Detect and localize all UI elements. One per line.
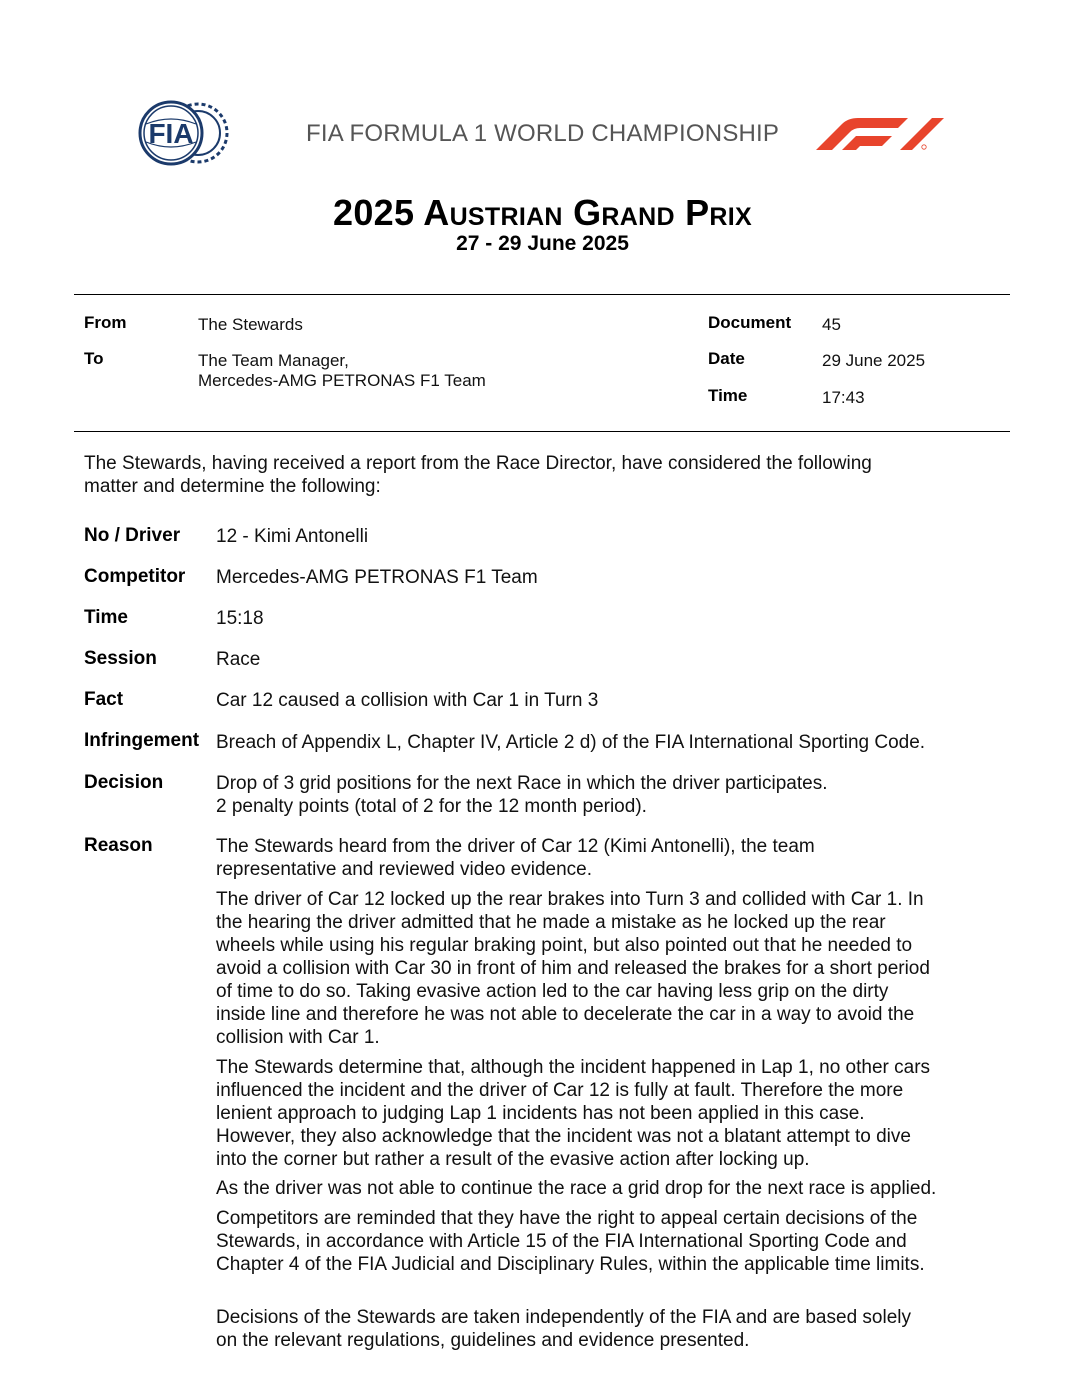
reason-line: lenient approach to judging Lap 1 incidents has not been applied in this case. (216, 1103, 865, 1124)
independence-notice (216, 1306, 1016, 1352)
reason-line: However, they also acknowledge that the incident was not a blatant attempt to dive (216, 1126, 911, 1147)
reason-paragraph-1 (216, 835, 1016, 881)
reason-line: collision with Car 1. (216, 1027, 380, 1048)
incident-time-label: Time (84, 607, 129, 628)
reason-line: of time to do so. Taking evasive action led to the car having less grip on the dirty (216, 981, 889, 1002)
fia-logo-text: FIA (148, 118, 194, 149)
divider-top (74, 294, 1010, 295)
driver-value: 12 - Kimi Antonelli (216, 526, 369, 547)
decision-value (216, 772, 1016, 818)
reason-line: Decisions of the Stewards are taken independently of the FIA and are based solely (216, 1307, 911, 1328)
reason-line: Competitors are reminded that they have the right to appeal certain decisions of the (216, 1208, 918, 1229)
reason-label: Reason (84, 835, 153, 856)
session-label: Session (84, 648, 157, 669)
incident-time-value: 15:18 (216, 608, 264, 629)
session-value: Race (216, 649, 261, 670)
from-label: From (84, 313, 127, 332)
appeal-notice (216, 1207, 1016, 1276)
reason-line: inside line and therefore he was not able to decelerate the car in a way to avoid the (216, 1004, 915, 1025)
championship-title: FIA FORMULA 1 WORLD CHAMPIONSHIP (306, 120, 780, 147)
reason-line: The Stewards determine that, although the incident happened in Lap 1, no other cars (216, 1057, 931, 1078)
reason-line: influenced the incident and the driver of Car 12 is fully at fault. Therefore the more (216, 1080, 904, 1101)
time-label: Time (708, 386, 748, 405)
competitor-value: Mercedes-AMG PETRONAS F1 Team (216, 567, 538, 588)
reason-line: into the corner but rather a result of the evasive action after locking up. (216, 1149, 810, 1170)
to-value (198, 351, 486, 391)
reason-line: representative and reviewed video evidence. (216, 859, 593, 880)
reason-line: on the relevant regulations, guidelines and evidence presented. (216, 1330, 750, 1351)
driver-label: No / Driver (84, 525, 181, 546)
document-label: Document (708, 313, 792, 332)
intro-text (84, 452, 984, 498)
decision-line: Drop of 3 grid positions for the next Race in which the driver participates. (216, 773, 828, 794)
date-label: Date (708, 349, 745, 368)
fact-label: Fact (84, 689, 124, 710)
date-value: 29 June 2025 (822, 351, 926, 370)
event-dates: 27 - 29 June 2025 (456, 232, 629, 255)
reason-line: wheels while using his regular braking point, but also pointed out that he needed to (216, 935, 913, 956)
decision-label: Decision (84, 772, 164, 793)
to-label: To (84, 349, 104, 368)
reason-line: Chapter 4 of the FIA Judicial and Disciplinary Rules, within the applicable time limits. (216, 1254, 925, 1275)
document-number: 45 (822, 315, 841, 334)
grand-prix-title: 2025 Austrian Grand Prix (333, 192, 752, 233)
reason-line: avoid a collision with Car 30 in front of him and released the brakes for a short period (216, 958, 930, 979)
decision-line: 2 penalty points (total of 2 for the 12 month period). (216, 796, 647, 817)
reason-paragraph-4 (216, 1177, 1016, 1200)
to-line: The Team Manager, (198, 351, 349, 370)
fia-logo (138, 100, 232, 166)
competitor-label: Competitor (84, 566, 186, 587)
fact-value: Car 12 caused a collision with Car 1 in Turn 3 (216, 690, 599, 711)
f1-logo (812, 114, 946, 154)
from-value: The Stewards (198, 315, 303, 334)
reason-paragraph-2 (216, 888, 1016, 1049)
to-line: Mercedes-AMG PETRONAS F1 Team (198, 371, 486, 390)
time-value: 17:43 (822, 388, 865, 407)
reason-line: The driver of Car 12 locked up the rear brakes into Turn 3 and collided with Car 1. In (216, 889, 924, 910)
divider-bottom (74, 431, 1010, 432)
reason-line: Stewards, in accordance with Article 15 of the FIA International Sporting Code and (216, 1231, 907, 1252)
reason-paragraph-3 (216, 1056, 1016, 1171)
infringement-label: Infringement (84, 730, 200, 751)
reason-line: The Stewards heard from the driver of Car 12 (Kimi Antonelli), the team (216, 836, 815, 857)
infringement-value: Breach of Appendix L, Chapter IV, Article 2 d) of the FIA International Sporting Code. (216, 732, 926, 753)
reason-line: the hearing the driver admitted that he made a mistake as he locked up the rear (216, 912, 886, 933)
reason-line: As the driver was not able to continue the race a grid drop for the next race is applied. (216, 1178, 937, 1199)
intro-line: matter and determine the following: (84, 476, 381, 497)
intro-line: The Stewards, having received a report from the Race Director, have considered the following (84, 453, 872, 474)
